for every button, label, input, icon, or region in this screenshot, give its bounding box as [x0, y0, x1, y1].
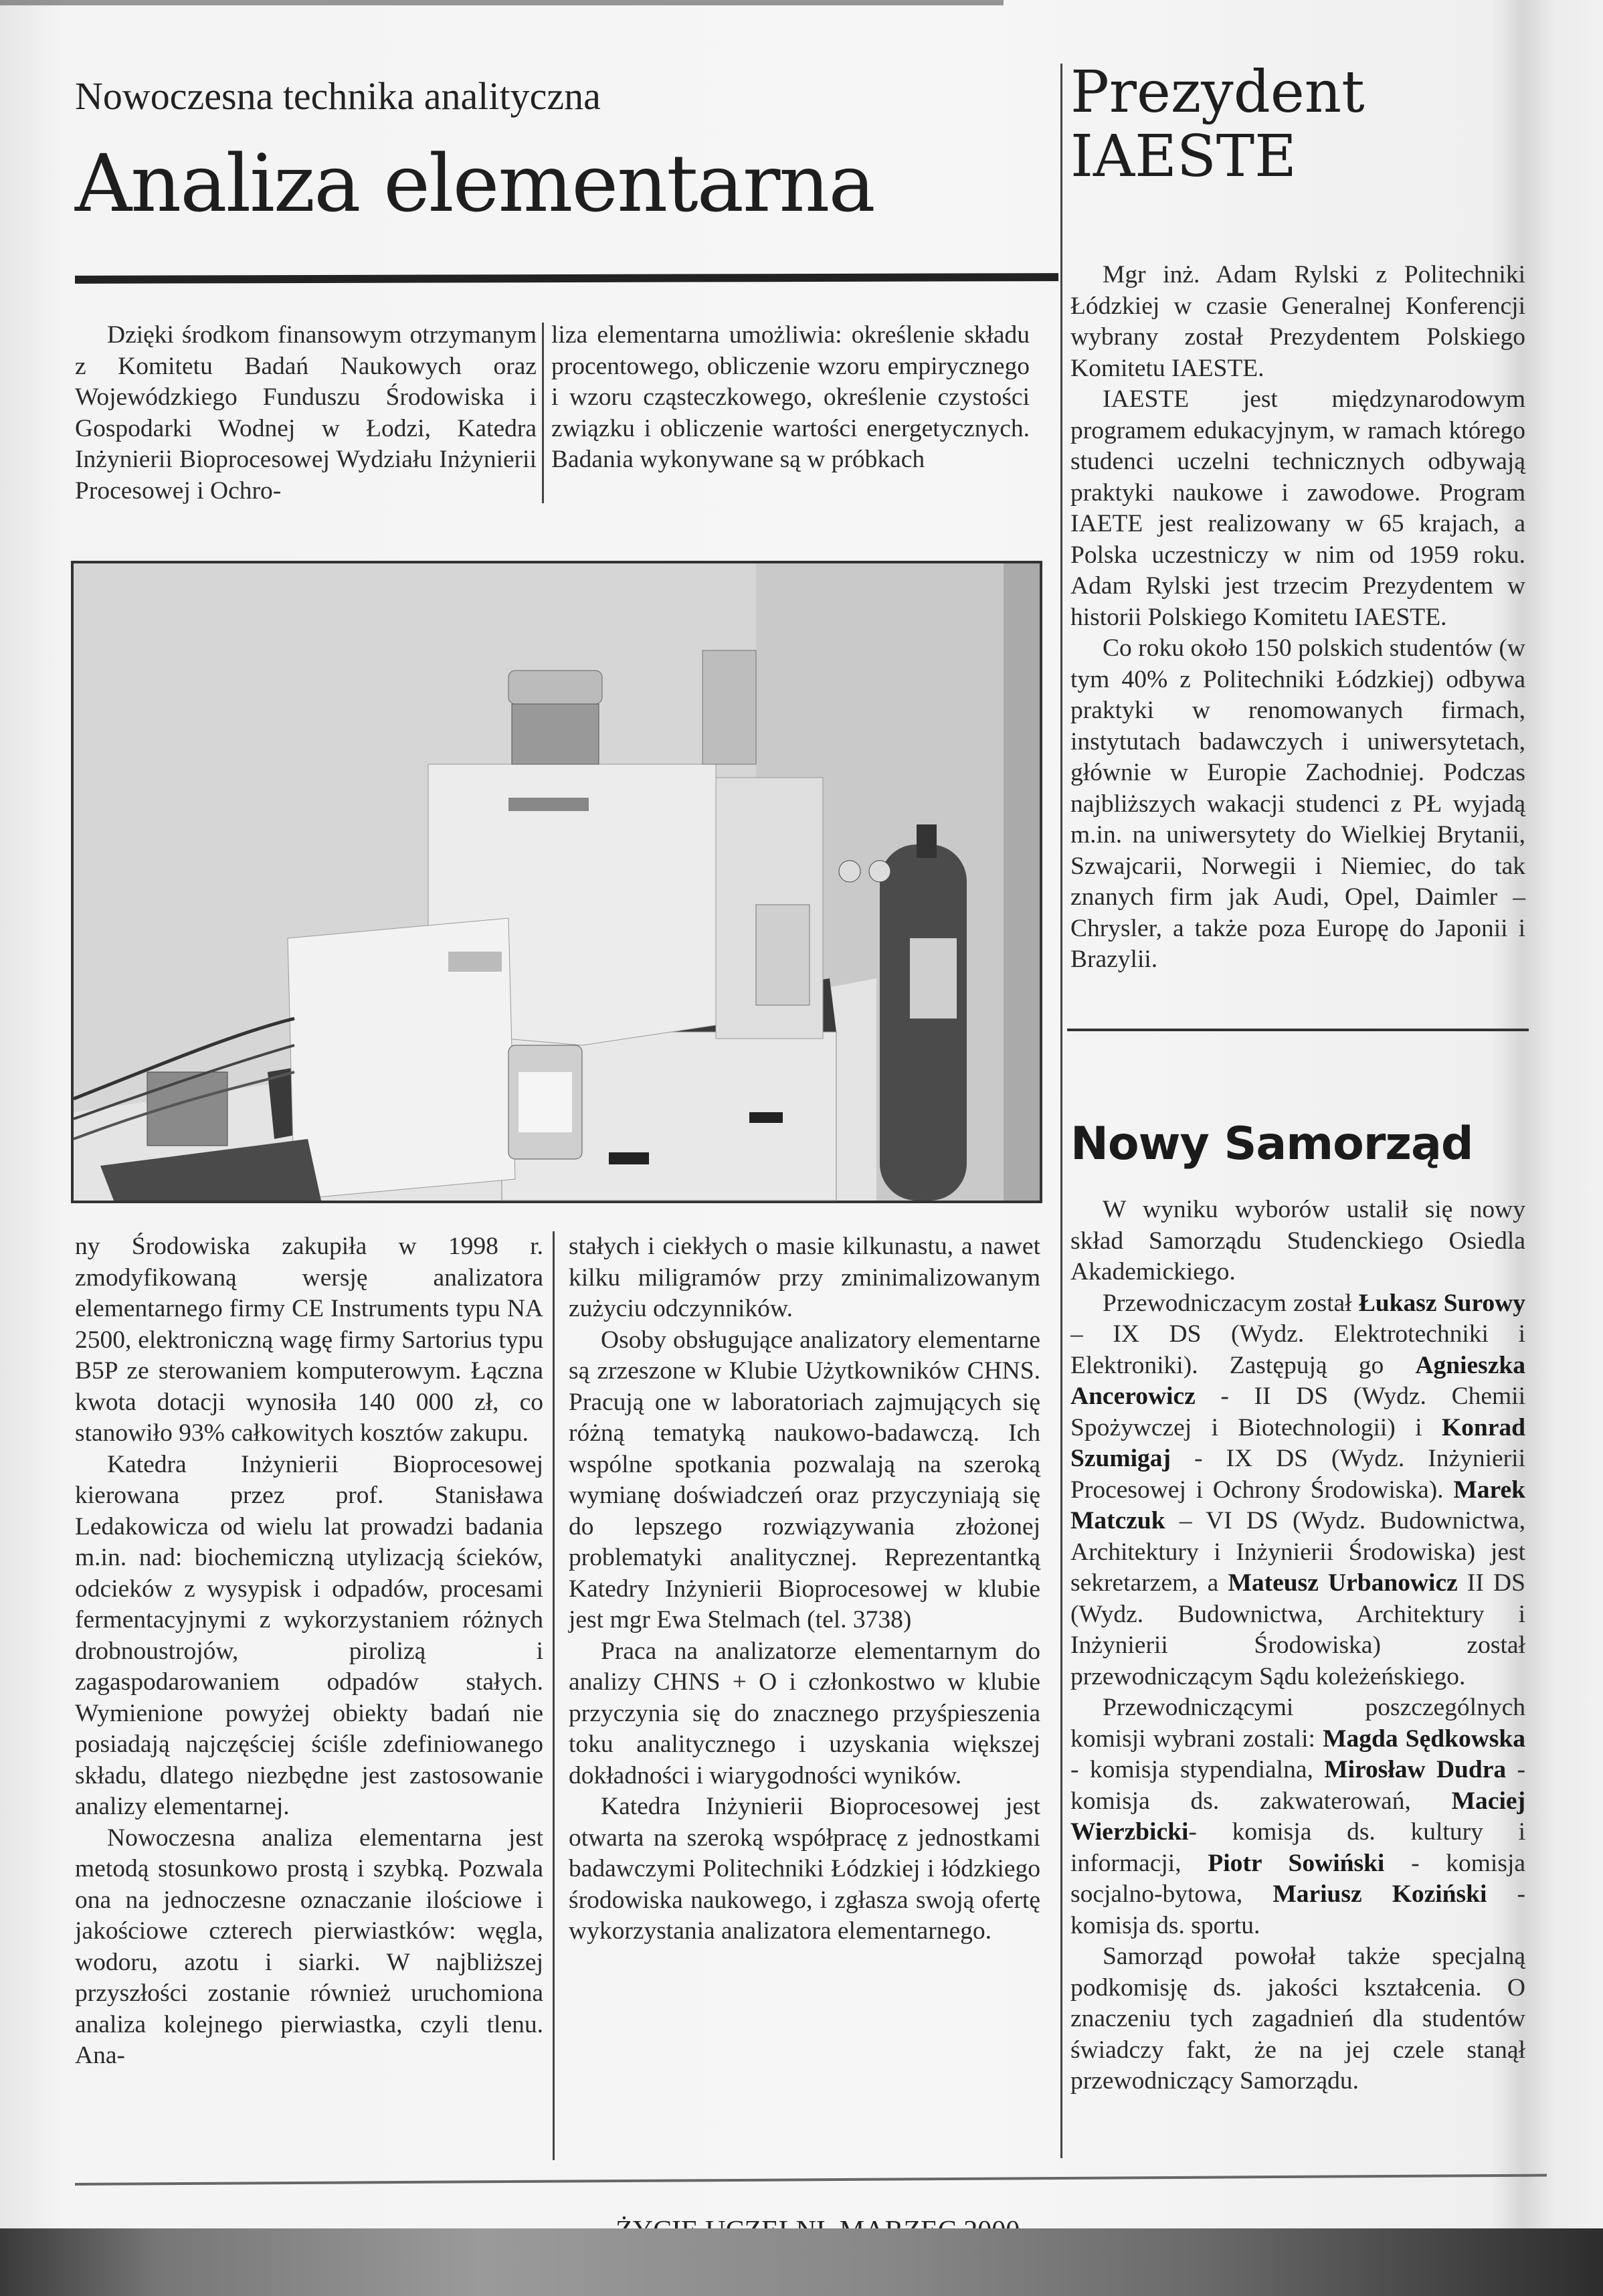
body-paragraph: Nowoczesna analiza elementarna jest metodą stosunkowo prostą i szybką. Pozwala ona na jednoczesne oznaczanie ilościowe i jakościowe czterech pierwiastków: węgla, wodoru, azotu i siarki. W najbliższej przyszłości zostanie również uruchomiona analiza kolejnego pierwiastka, czyli tlenu. Ana- [75, 1824, 543, 2069]
scan-edge [0, 0, 1004, 5]
sidebar-article-body-2 [1070, 1195, 1525, 2097]
sidebar-article-title [1070, 60, 1365, 189]
text-run: - komisja ds. zakwaterowań, [1070, 1756, 1525, 1815]
sidebar-article-title-2: Nowy Samorząd [1070, 1118, 1473, 1170]
body-paragraph: W wyniku wyborów ustalił się nowy skład Samorządu Studenckiego Osiedla Akademickiego. [1070, 1196, 1525, 1286]
person-name: Mariusz Koziński [1272, 1880, 1487, 1908]
lab-photo-illustration [74, 563, 1040, 1201]
person-name: Magda Sędkowska [1323, 1725, 1525, 1753]
gas-cylinder [880, 845, 967, 1201]
text-run: Przewodniczacym został [1103, 1289, 1359, 1317]
body-paragraph [1070, 1288, 1525, 1693]
lead-paragraph-1: Dzięki środkom finansowym otrzymanym z Komitetu Badań Naukowych oraz Wojewódzkiego Funduszu Środowiska i Gospodarki Wodnej w Łodzi, Katedra Inżynierii Bioprocesowej Wydziału Inżynierii Procesowej i Ochro- [75, 321, 537, 505]
text-run: - komisja stypendialna, [1070, 1756, 1325, 1783]
body-paragraph: Katedra Inżynierii Bioprocesowej kierowana przez prof. Stanisława Ledakowicza od wielu lat prowadzi badania m.in. nad: biochemiczną utylizacją ścieków, odcieków z wysypisk i odpadów, procesami fermentacyjnymi z wykorzystaniem różnych drobnoustrojów, pirolizą i zagaspodarowaniem odpadów stałych. Wymienione powyżej obiekty badań nie posiadają najczęściej ściśle zdefiniowanego składu, dlatego niezbędne jest zastosowanie analizy elementarnej. [75, 1450, 543, 1820]
body-paragraph: Praca na analizatorze elementarnym do analizy CHNS + O i członkostwo w klubie przyczynia się do znacznego przyśpieszenia toku analitycznego i uzyskania większej dokładności i wiarygodności wyników. [569, 1637, 1040, 1789]
text-run: - komisja socjalno-bytowa, [1070, 1849, 1526, 1908]
person-name: Marek Matczuk [1070, 1476, 1525, 1534]
lab-photo [71, 561, 1042, 1203]
person-name: Mirosław Dudra [1324, 1756, 1507, 1783]
lead-column-1 [75, 320, 537, 507]
person-name: Piotr Sowiński [1208, 1849, 1385, 1877]
body-paragraph: Samorząd powołał także specjalną podkomisję ds. jakości kształcenia. O znaczeniu tych zagadnień dla studentów świadczy fakt, że na jej czele stanął przewodniczący Samorządu. [1070, 1943, 1525, 2095]
sidebar-article-body [1070, 260, 1525, 976]
person-name: Agnieszka Ancerowicz [1070, 1351, 1525, 1410]
pressure-gauge [839, 861, 860, 882]
body-paragraph: ny Środowiska zakupiła w 1998 r. zmodyfikowaną wersję analizatora elementarnego firmy CE Instruments typu NA 2500, elektroniczną wagę firmy Sartorius typu B5P ze sterowaniem komputerowym. Łączna kwota dotacji wynosiła 140 000 zł, co stanowiło 93% całkowitych kosztów zakupu. [75, 1233, 543, 1447]
body-column-1 [75, 1231, 543, 2072]
person-name: Mateusz Urbanowicz [1228, 1569, 1458, 1597]
person-name: Maciej Wierzbicki [1070, 1787, 1525, 1846]
text-run: II DS (Wydz. Budownictwa, Architektury i Inżynierii Środowiska) został przewodniczącym Sądu koleżeńskiego. [1070, 1569, 1525, 1690]
body-column-2 [569, 1231, 1040, 1947]
body-paragraph: IAESTE jest międzynarodowym programem edukacyjnym, w ramach którego studenci uczelni technicznych odbywają praktyki naukowe i zawodowe. Program IAETE jest realizowany w 65 krajach, a Polska uczestniczy w nim od 1959 roku. Adam Rylski jest trzecim Prezydentem w historii Polskiego Komitetu IAESTE. [1070, 385, 1525, 631]
person-name: Konrad Szumigaj [1070, 1413, 1525, 1472]
lead-paragraph-2: liza elementarna umożliwia: określenie składu procentowego, obliczenie wzoru empirycznego i wzoru cząsteczkowego, określenie czystości związku i obliczenie wartości energetycznych. Badania wykonywane są w próbkach [551, 321, 1030, 473]
text-run: - komisja ds. sportu. [1070, 1880, 1525, 1939]
footer-rule [75, 2174, 1547, 2186]
headline-rule [75, 273, 1058, 284]
body-paragraph: stałych i ciekłych o masie kilkunastu, a nawet kilku miligramów przy zminimalizowanym zużyciu odczynników. [569, 1233, 1040, 1322]
autosampler [508, 671, 602, 704]
text-run: Przewodniczącymi poszczególnych komisji wybrani zostali: [1070, 1694, 1525, 1753]
body-paragraph: Mgr inż. Adam Rylski z Politechniki Łódzkiej w czasie Generalnej Konferencji wybrany został Prezydentem Polskiego Komitetu IAESTE. [1070, 261, 1525, 382]
body-paragraph: Co roku około 150 polskich studentów (w tym 40% z Politechniki Łódzkiej) odbywa praktyki w renomowanych firmach, instytutach badawczych i uniwersytetach, głównie w Europie Zachodniej. Podczas najbliższych wakacji studenci z PŁ wyjadą m.in. na uniwersytety do Wielkiej Brytanii, Szwajcarii, Norwegii i Niemiec, do tak znanych firm jak Audi, Opel, Daimler – Chrysler, a także poza Europę do Japonii i Brazylii. [1070, 634, 1525, 973]
body-paragraph [1070, 1692, 1525, 1941]
column-divider [1060, 64, 1062, 2158]
section-rule [1067, 1029, 1529, 1031]
text-run: - II DS (Wydz. Chemii Spożywczej i Biotechnologii) i [1070, 1383, 1525, 1441]
title-line: IAESTE [1070, 123, 1297, 190]
text-run: - komisja ds. kultury i informacji, [1070, 1818, 1525, 1877]
title-line: Prezydent [1070, 59, 1365, 126]
text-run: – VI DS (Wydz. Budownictwa, Architektury i Inżynierii Środowiska) jest sekretarzem, a [1070, 1507, 1525, 1597]
body-paragraph: Katedra Inżynierii Bioprocesowej jest otwarta na szeroką współpracę z jednostkami badawczymi Politechniki Łódzkiej i łódzkiego środowiska naukowego, i zgłasza swoją ofertę wykorzystania analizatora elementarnego. [569, 1793, 1040, 1945]
column-divider [542, 323, 544, 503]
lead-column-2 [551, 320, 1030, 476]
article-headline: Analiza elementarna [75, 137, 874, 230]
scan-background [0, 2228, 1603, 2296]
person-name: Łukasz Surowy [1358, 1289, 1525, 1317]
column-divider [553, 1231, 555, 2160]
article-kicker: Nowoczesna technika analityczna [75, 74, 601, 118]
text-run: – IX DS (Wydz. Elektrotechniki i Elektroniki). Zastępują go [1070, 1320, 1525, 1379]
text-run: - IX DS (Wydz. Inżynierii Procesowej i Ochrony Środowiska). [1070, 1445, 1525, 1504]
body-paragraph: Osoby obsługujące analizatory elementarne są zrzeszone w Klubie Użytkowników CHNS. Pracują one w laboratoriach zajmujących się różną tematyką naukowo-badawczą. Ich wspólne spotkania pozwalają na szeroką wymianę doświadczeń oraz przyczyniają się do lepszego rozwiązywania złożonej problematyki analitycznej. Reprezentantką Katedry Inżynierii Bioprocesowej w klubie jest mgr Ewa Stelmach (tel. 3738) [569, 1326, 1040, 1633]
